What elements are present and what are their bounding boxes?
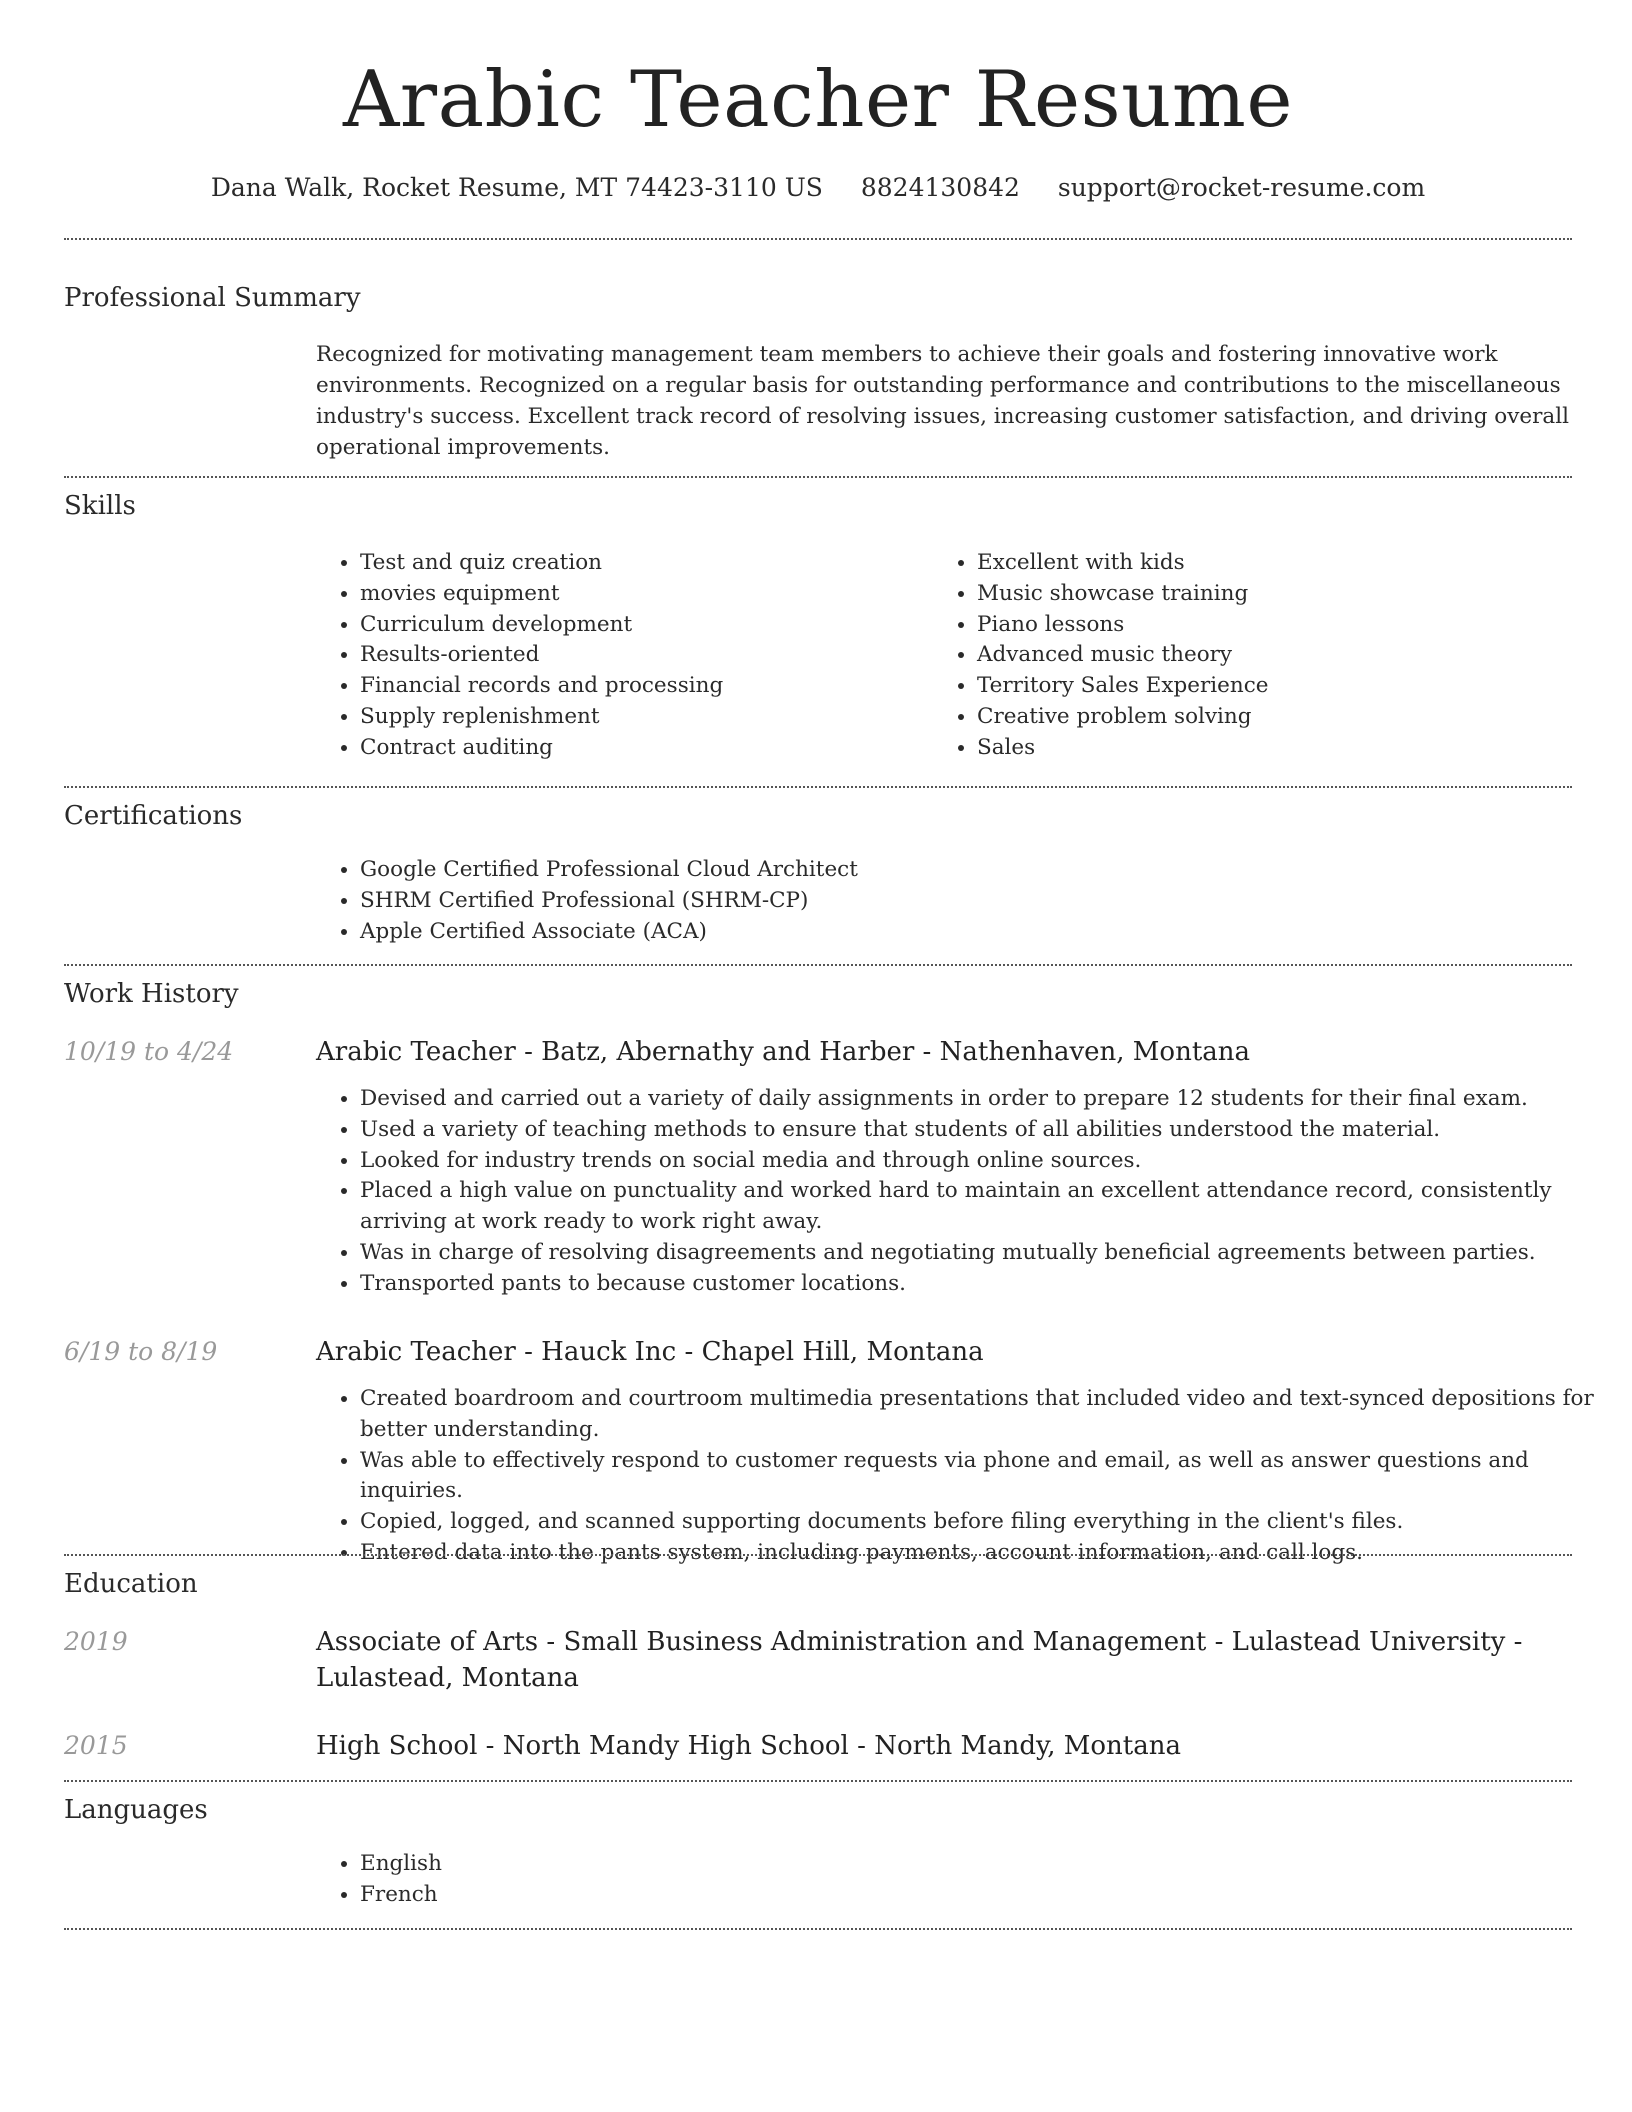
contact-phone[interactable]: 8824130842 [860,173,1020,202]
section-heading-certifications: Certifications [64,801,243,831]
education-year: 2019 [64,1627,128,1656]
skill-item: • Music showcase training [977,579,1577,610]
education-entry [316,1728,1572,1764]
skill-item: • Supply replenishment [360,702,930,733]
divider [64,1780,1572,1782]
job-title: Arabic Teacher [316,1037,516,1067]
divider [64,476,1572,478]
job-separator: - [676,1337,702,1367]
education-separator: - [1206,1627,1232,1657]
job-separator: - [515,1037,542,1067]
job-bullet: • Created boardroom and courtroom multimedia presentations that included video and text-synced depositions for better understanding. [360,1384,1616,1446]
skill-item: • Test and quiz creation [360,548,930,579]
skill-item: • Piano lessons [977,610,1577,641]
education-degree: Associate of Arts [316,1627,539,1657]
section-heading-work: Work History [64,979,239,1009]
contact-email[interactable]: support@rocket-resume.com [1057,173,1426,202]
education-year: 2015 [64,1731,128,1760]
job-bullets [316,1384,1616,1569]
divider [64,1554,1572,1556]
divider [64,1928,1572,1930]
skill-item: • Curriculum development [360,610,930,641]
job-bullet: • Placed a high value on punctuality and worked hard to maintain an excellent attendance record, consistently arriving at work ready to work right away. [360,1176,1616,1238]
education-degree: High School [316,1731,478,1761]
education-location: Lulastead, Montana [316,1663,579,1693]
skill-item: • Excellent with kids [977,548,1577,579]
education-separator: - [538,1627,564,1657]
certifications-list [316,855,1560,947]
summary-text: Recognized for motivating management team members to achieve their goals and fostering innovative work environments. Recognized on a regular basis for outstanding performance and contributions to the miscellaneous industry's success. Excellent track record of resolving issues, increasing customer satisfaction, and driving overall operational improvements. [316,342,1569,460]
education-field: Small Business Administration and Management [563,1627,1207,1657]
section-heading-summary: Professional Summary [64,283,361,313]
education-school: Lulastead University [1231,1627,1506,1657]
job-bullet: • Transported pants to because customer locations. [360,1269,1616,1300]
job-dates: 6/19 to 8/19 [64,1337,218,1366]
job-bullet: • Was in charge of resolving disagreements and negotiating mutually beneficial agreements between parties. [360,1238,1616,1269]
section-heading-skills: Skills [64,491,136,521]
certification-item: • SHRM Certified Professional (SHRM-CP) [360,886,1560,917]
job-location: Chapel Hill, Montana [701,1337,984,1367]
skill-item: • Contract auditing [360,733,930,764]
job-dates: 10/19 to 4/24 [64,1037,234,1066]
education-location: North Mandy, Montana [874,1731,1181,1761]
resume-title: Arabic Teacher Resume [342,55,1294,145]
job-bullets [316,1084,1616,1300]
skill-item: • Creative problem solving [977,702,1577,733]
skill-item: • Financial records and processing [360,671,930,702]
language-item: • English [360,1849,960,1880]
job-company: Batz, Abernathy and Harber [541,1037,915,1067]
job-heading [316,1334,1572,1370]
skill-item: • Results-oriented [360,640,930,671]
certification-item: • Apple Certified Associate (ACA) [360,917,1560,948]
divider [64,238,1572,240]
skills-list-right [933,548,1577,764]
divider [64,786,1572,788]
job-bullet: • Was able to effectively respond to customer requests via phone and email, as well as answer questions and inquiries. [360,1446,1616,1508]
job-bullet: • Looked for industry trends on social media and through online sources. [360,1146,1616,1177]
certification-item: • Google Certified Professional Cloud Architect [360,855,1560,886]
education-separator: - [477,1731,503,1761]
education-separator: - [1505,1627,1523,1657]
languages-list [316,1849,960,1911]
contact-address: Dana Walk, Rocket Resume, MT 74423-3110 US [210,173,823,202]
job-location: Nathenhaven, Montana [939,1037,1251,1067]
divider [64,964,1572,966]
skill-item: • movies equipment [360,579,930,610]
language-item: • French [360,1880,960,1911]
job-heading [316,1034,1572,1070]
job-separator: - [515,1337,542,1367]
skill-item: • Sales [977,733,1577,764]
education-separator: - [848,1731,875,1761]
job-title: Arabic Teacher [316,1337,516,1367]
contact-line [64,170,1572,206]
job-bullet: • Copied, logged, and scanned supporting documents before filing everything in the client's files. [360,1507,1616,1538]
education-school: North Mandy High School [502,1731,849,1761]
job-bullet: • Used a variety of teaching methods to ensure that students of all abilities understood the material. [360,1115,1616,1146]
education-entry [316,1624,1572,1696]
section-heading-languages: Languages [64,1795,208,1825]
skill-item: • Territory Sales Experience [977,671,1577,702]
skill-item: • Advanced music theory [977,640,1577,671]
job-company: Hauck Inc [541,1337,677,1367]
skills-list-left [316,548,930,764]
job-separator: - [914,1037,940,1067]
section-heading-education: Education [64,1569,198,1599]
job-bullet: • Entered data into the pants system, including payments, account information, and call logs. [360,1538,1616,1569]
job-bullet: • Devised and carried out a variety of daily assignments in order to prepare 12 students for their final exam. [360,1084,1616,1115]
